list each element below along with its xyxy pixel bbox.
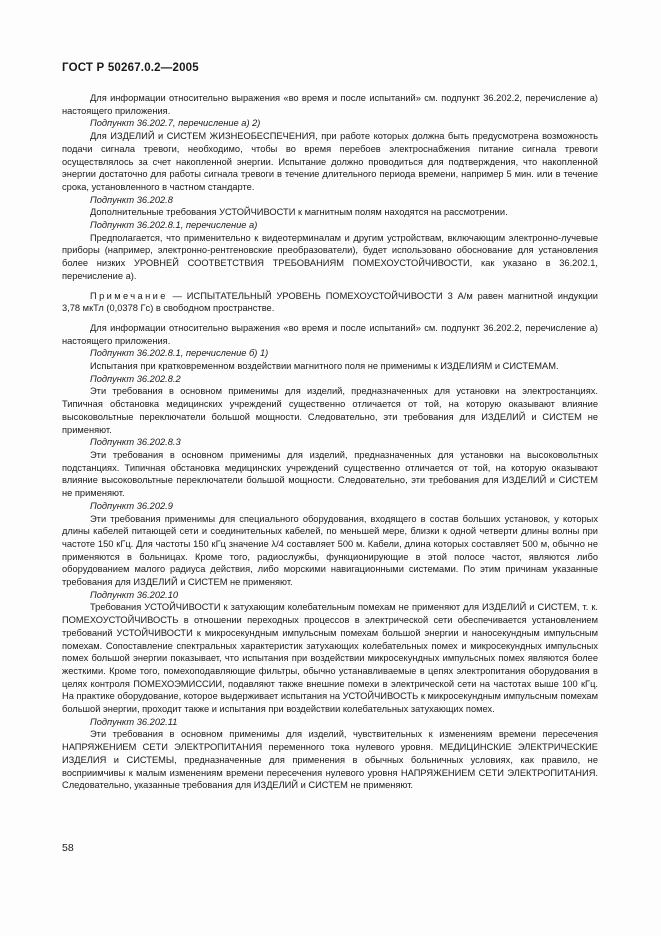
note-label: Примечание	[90, 290, 168, 301]
body-paragraph: Для информации относительно выражения «во время и после испытаний» см. подпункт 36.202.2, перечисление а) настоящего приложения.	[62, 322, 598, 346]
body-paragraph: Для ИЗДЕЛИЙ и СИСТЕМ ЖИЗНЕОБЕСПЕЧЕНИЯ, при работе которых должна быть предусмотрена возможность подачи сигнала тревоги, необходимо, чтобы во время перебоев электроснабжения питание сигнала тревоги осуществлялось за счет накопленной энергии. Испытание должно проводиться для подтверждения, что накопленной энергии достаточно для работы сигнала тревоги в течение длительного периода времени, например 5 мин. или в течение срока, установленного в частном стандарте.	[62, 131, 598, 192]
body-paragraph: Для информации относительно выражения «во время и после испытаний» см. подпункт 36.202.2, перечисление а) настоящего приложения.	[62, 93, 598, 116]
body-paragraph: Эти требования в основном применимы для изделий, предназначенных для установки на электростанциях. Типичная обстановка медицинских учреждений существенно отличается от той, на которую оказывают влияние высоковольтные переключатели большой мощности. Следовательно, эти требования для ИЗДЕЛИЙ и СИСТЕМ не применяют.	[62, 386, 598, 435]
body-paragraph: Эти требования в основном применимы для изделий, чувствительных к изменениям времени пересечения НАПРЯЖЕНИЕМ СЕТИ ЭЛЕКТРОПИТАНИЯ переменного тока нулевого уровня. МЕДИЦИНСКИЕ ЭЛЕКТРИЧЕСКИЕ ИЗДЕЛИЯ и СИСТЕМЫ, предназначенные для применения в обычных больничных условиях, как правило, не восприимчивы к малым изменениям времени пересечения нулевого уровня НАПРЯЖЕНИЕМ СЕТИ ЭЛЕКТРОПИТАНИЯ. Следовательно, указанные требования для ИЗДЕЛИЙ и СИСТЕМ не применяют.	[62, 729, 598, 791]
subclause-heading: Подпункт 36.202.8	[90, 194, 173, 205]
subclause-heading: Подпункт 36.202.7, перечисление а) 2)	[90, 118, 261, 129]
body-paragraph: Дополнительные требования УСТОЙЧИВОСТИ к магнитным полям находятся на рассмотрении.	[90, 207, 508, 218]
subclause-heading: Подпункт 36.202.10	[90, 589, 179, 600]
subclause-heading: Подпункт 36.202.8.1, перечисление б) 1)	[90, 348, 269, 359]
subclause-heading: Подпункт 36.202.8.2	[90, 373, 181, 384]
subclause-heading: Подпункт 36.202.8.3	[90, 437, 181, 448]
body-paragraph: Предполагается, что применительно к видеотерминалам и другим устройствам, включающим электронно-лучевые приборы (например, электронно-рентгеновские преобразователи), будет использовано обоснование для установления более низких УРОВНЕЙ СООТВЕТСТВИЯ ТРЕБОВАНИЯМ ПОМЕХОУСТОЙЧИВОСТИ, как указано в 36.202.1, перечисление а).	[62, 232, 598, 281]
subclause-heading: Подпункт 36.202.8.1, перечисление а)	[90, 220, 258, 231]
note-paragraph	[62, 290, 598, 315]
body-paragraph: Требования УСТОЙЧИВОСТИ к затухающим колебательным помехам не применяют для ИЗДЕЛИЙ и СИСТЕМ, т. к. ПОМЕХОУСТОЙЧИВОСТЬ в отношении переходных процессов в электрической сети обеспечивается установлением требований УСТОЙЧИВОСТИ к микросекундным импульсным помехам большой энергии и наносекундным импульсным помехам. Сопоставление спектральных характеристик затухающих колебательных помех и микросекундных импульсных помех большой энергии показывает, что испытания при воздействии микросекундных импульсных помех являются более жесткими. Кроме того, помехоподавляющие фильтры, обычно устанавливаемые в цепях электропитания оборудования в целях контроля ПОМЕХОЭМИССИИ, подавляют также внешние помехи в электрической сети на частотах выше 100 кГц. На практике оборудование, которое выдерживает испытания на УСТОЙЧИВОСТЬ к микросекундным импульсным помехам большой энергии, проходит также и испытания при воздействии колебательных затухающих помех.	[62, 602, 598, 715]
page-header-title: ГОСТ Р 50267.0.2—2005	[62, 62, 199, 74]
document-body	[62, 92, 598, 792]
body-paragraph: Эти требования применимы для специального оборудования, входящего в состав больших установок, у которых длины кабелей питающей сети и соединительных кабелей, по меньшей мере, близки к одной четверти длины волны при частоте 150 кГц. Для частоты 150 кГц значение λ/4 составляет 500 м. Кабели, длина которых составляет 500 м, обычно не применяются в больницах. Кроме того, радиослужбы, функционирующие в этой полосе частот, являются либо оборудованием малого радиуса действия, либо морскими навигационными системами. По этим причинам указанные требования для ИЗДЕЛИЙ и СИСТЕМ не применяют.	[62, 513, 598, 588]
body-paragraph: Эти требования в основном применимы для изделий, предназначенных для установки на высоковольтных подстанциях. Типичная обстановка медицинских учреждений существенно отличается от той, на которую оказывают влияние высоковольтные переключатели большой мощности. Следовательно, эти требования для ИЗДЕЛИЙ и СИСТЕМ не применяют.	[62, 449, 598, 499]
subclause-heading: Подпункт 36.202.11	[90, 716, 178, 727]
subclause-heading: Подпункт 36.202.9	[90, 500, 173, 511]
page-number: 58	[62, 842, 74, 854]
body-paragraph: Испытания при кратковременном воздействии магнитного поля не применимы к ИЗДЕЛИЯМ и СИСТЕМАМ.	[90, 361, 559, 372]
note-text: — ИСПЫТАТЕЛЬНЫЙ УРОВЕНЬ ПОМЕХОУСТОЙЧИВОСТИ 3 А/м равен магнитной индукции 3,78 мкТл (0,0378 Гс) в свободном пространстве.	[62, 290, 598, 314]
